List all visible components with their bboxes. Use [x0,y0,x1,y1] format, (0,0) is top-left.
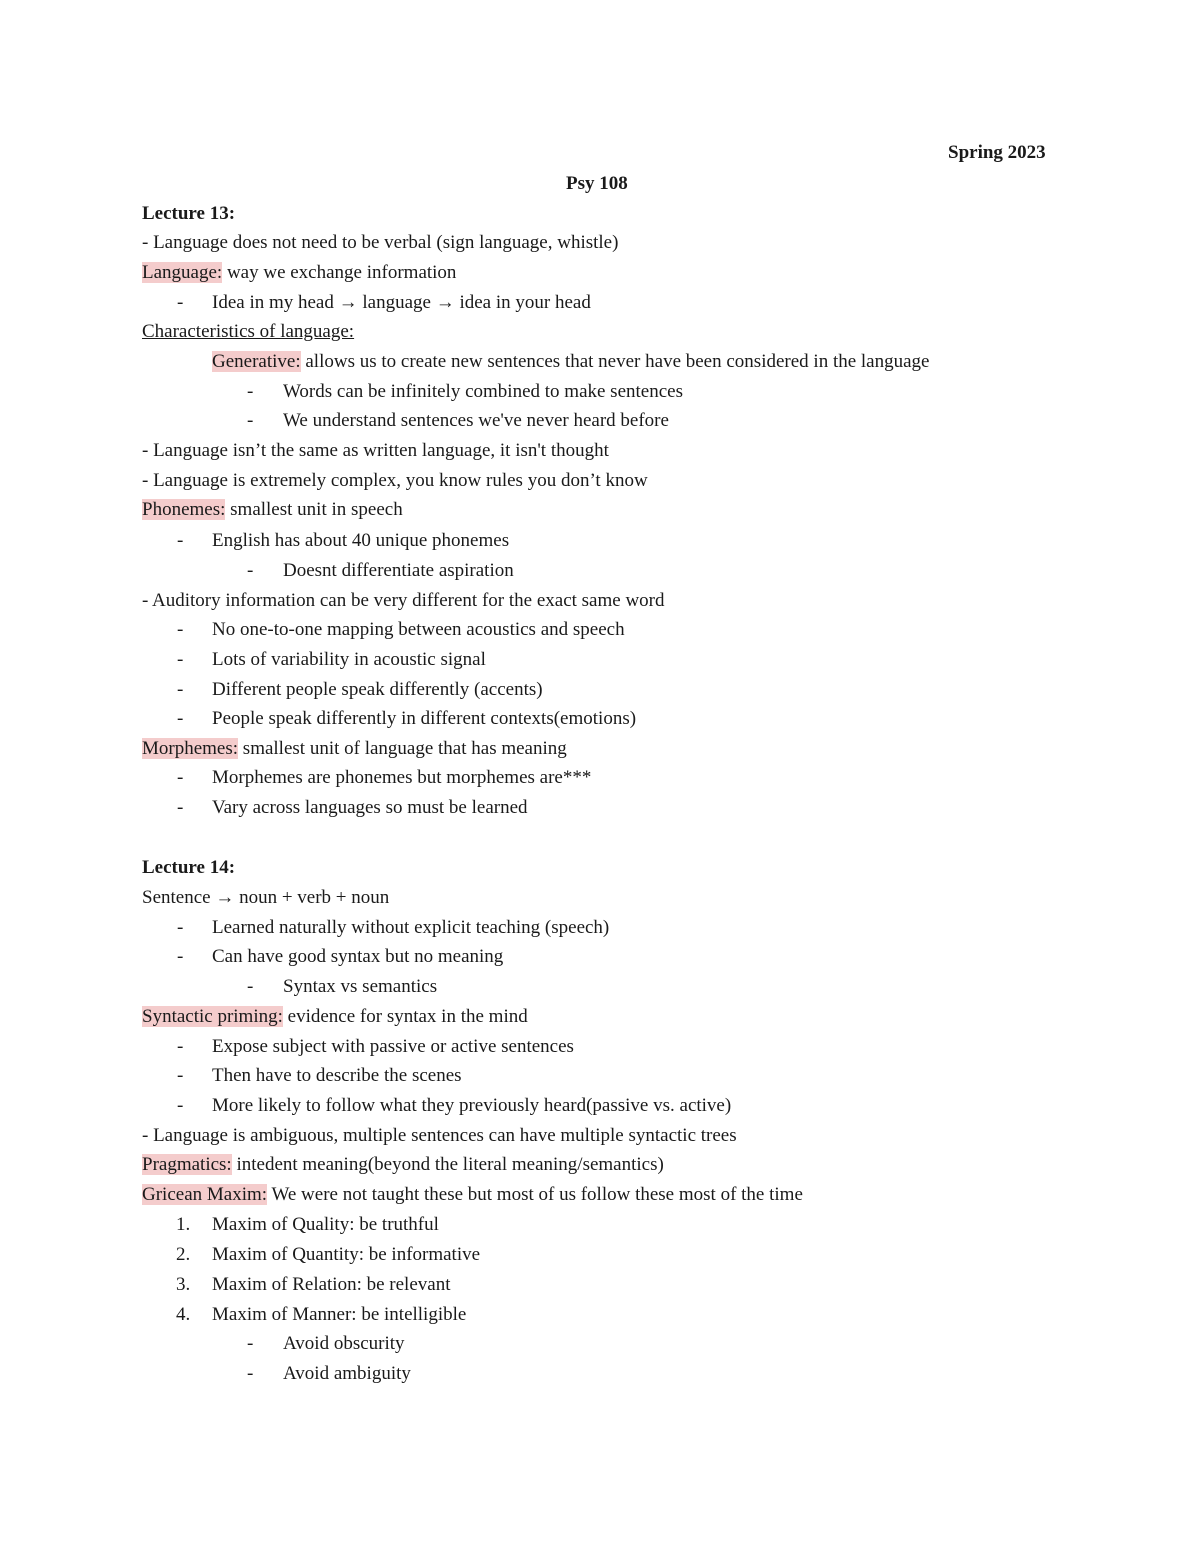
bullet-marker: - [177,797,184,818]
note-line: Sentence → noun + verb + noun [142,887,390,908]
bullet-text: Words can be infinitely combined to make sentences [283,381,683,402]
bullet-marker: - [247,976,254,997]
definition-line [142,498,403,522]
definition-text: smallest unit of language that has meaning [238,738,567,759]
bullet-text: Avoid ambiguity [283,1363,411,1384]
bullet-marker: - [177,767,184,788]
bullet-text: Lots of variability in acoustic signal [212,649,486,670]
bullet-text: No one-to-one mapping between acoustics and speech [212,619,625,640]
item-number: 2. [176,1244,191,1265]
bullet-marker: - [247,1363,254,1384]
definition-line [142,261,456,285]
definition-text: allows us to create new sentences that never have been considered in the language [300,351,930,372]
bullet-marker: - [177,946,184,967]
item-text: Maxim of Manner: be intelligible [212,1304,467,1325]
term-highlight: Language: [142,262,223,283]
bullet-text: Then have to describe the scenes [212,1065,462,1086]
section-heading: Characteristics of language: [142,321,355,342]
bullet-text: More likely to follow what they previously heard(passive vs. active) [212,1095,732,1116]
course-title: Psy 108 [566,173,628,194]
bullet-marker: - [177,1095,184,1116]
bullet-marker: - [177,679,184,700]
bullet-text: Avoid obscurity [283,1333,405,1354]
lecture-13-heading: Lecture 13: [142,203,236,224]
bullet-marker: - [177,708,184,729]
note-line: - Language is ambiguous, multiple sentences can have multiple syntactic trees [142,1125,737,1146]
bullet-marker: - [177,619,184,640]
term-highlight: Generative: [212,351,301,372]
term-label: Spring 2023 [948,142,1046,163]
bullet-text: Different people speak differently (accents) [212,679,543,700]
item-number: 1. [176,1214,191,1235]
bullet-text: Idea in my head → language → idea in your head [212,292,591,313]
bullet-marker: - [247,410,254,431]
term-highlight: Syntactic priming: [142,1006,283,1027]
definition-text: evidence for syntax in the mind [282,1006,528,1027]
note-line: - Auditory information can be very different for the exact same word [142,590,665,611]
bullet-marker: - [247,381,254,402]
definition-line [212,350,929,374]
term-highlight: Pragmatics: [142,1154,232,1175]
bullet-text: Vary across languages so must be learned [212,797,528,818]
definition-text: smallest unit in speech [225,499,403,520]
note-line: - Language is extremely complex, you know rules you don’t know [142,470,648,491]
bullet-text: Learned naturally without explicit teaching (speech) [212,917,610,938]
bullet-marker: - [177,530,184,551]
bullet-text: People speak differently in different contexts(emotions) [212,708,637,729]
definition-line [142,737,567,761]
bullet-text: Syntax vs semantics [283,976,438,997]
bullet-marker: - [177,1036,184,1057]
term-highlight: Morphemes: [142,738,239,759]
item-text: Maxim of Quality: be truthful [212,1214,439,1235]
item-text: Maxim of Quantity: be informative [212,1244,481,1265]
bullet-text: Can have good syntax but no meaning [212,946,504,967]
item-text: Maxim of Relation: be relevant [212,1274,451,1295]
bullet-marker: - [247,1333,254,1354]
item-number: 4. [176,1304,191,1325]
definition-line [142,1183,803,1207]
bullet-marker: - [177,292,184,313]
bullet-marker: - [177,1065,184,1086]
bullet-text: Doesnt differentiate aspiration [283,560,514,581]
term-highlight: Gricean Maxim: [142,1184,268,1205]
bullet-text: We understand sentences we've never heard before [283,410,669,431]
bullet-marker: - [177,917,184,938]
item-number: 3. [176,1274,191,1295]
bullet-text: English has about 40 unique phonemes [212,530,510,551]
bullet-marker: - [177,649,184,670]
term-highlight: Phonemes: [142,499,226,520]
bullet-text: Expose subject with passive or active sentences [212,1036,574,1057]
bullet-text: Morphemes are phonemes but morphemes are*** [212,767,592,788]
note-line: - Language isn’t the same as written language, it isn't thought [142,440,609,461]
lecture-14-heading: Lecture 14: [142,857,236,878]
definition-text: We were not taught these but most of us follow these most of the time [267,1184,803,1205]
bullet-marker: - [247,560,254,581]
definition-line [142,1005,528,1029]
definition-line [142,1153,664,1177]
note-line: - Language does not need to be verbal (sign language, whistle) [142,232,619,253]
definition-text: way we exchange information [222,262,457,283]
definition-text: intedent meaning(beyond the literal meaning/semantics) [231,1154,664,1175]
